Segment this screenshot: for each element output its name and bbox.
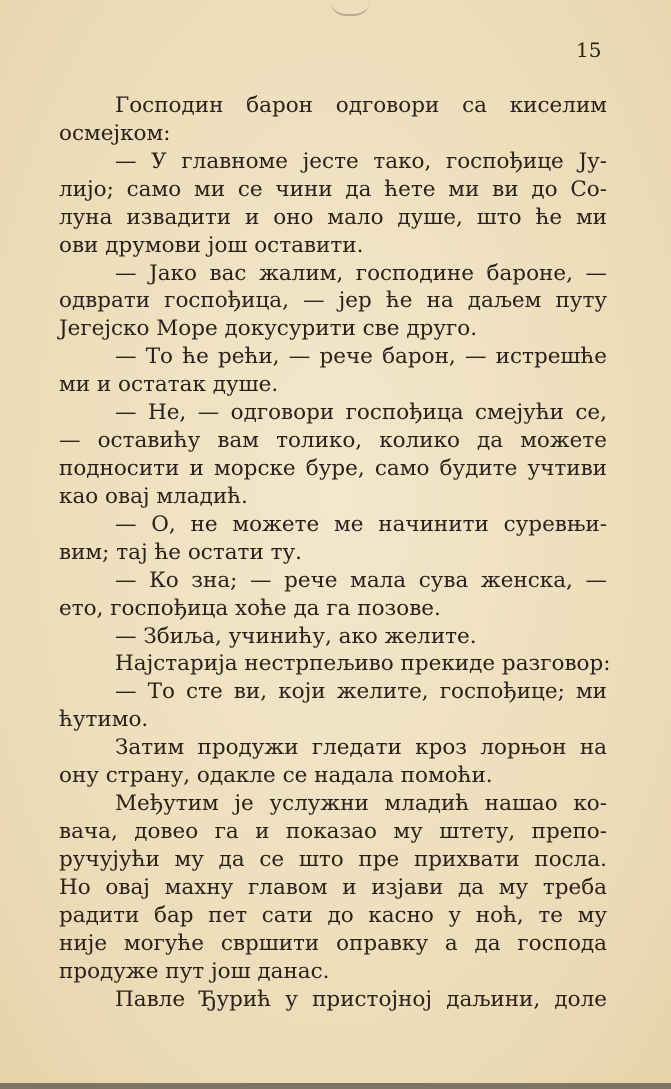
page-number: 15 — [576, 38, 602, 62]
text-line: Но овај махну главом и изјави да му треба — [59, 874, 607, 900]
text-line: ћутимо. — [59, 707, 149, 733]
text-line: ето, госпођица хоће да га позове. — [59, 595, 441, 621]
text-line: — У главноме јесте тако, госпођице Ју- — [115, 148, 607, 174]
body-text — [59, 92, 611, 1013]
text-line: није могуће свршити оправку а да господа — [59, 930, 607, 956]
text-line: Господин барон одговори са киселим — [115, 93, 607, 118]
text-line: ми и остатак душе. — [59, 372, 279, 398]
text-line: радити бар пет сати до касно у ноћ, те му — [59, 902, 607, 928]
text-line: — То сте ви, који желите, госпођице; ми — [115, 679, 607, 705]
ink-smudge — [330, 0, 370, 16]
text-line: — Збиља, учинићу, ако желите. — [115, 623, 477, 649]
text-line: одврати госпођица, — јер ће на даљем путу — [59, 288, 607, 314]
text-line: — оставићу вам толико, колико да можете — [59, 428, 607, 454]
text-line: лијо; само ми се чини да ћете ми ви до Со- — [59, 176, 607, 202]
text-line: продуже пут још данас. — [59, 958, 330, 984]
text-line: — Ко зна; — рече мала сува женска, — — [115, 567, 607, 593]
text-line: вача, довео га и показао му штету, препо- — [59, 818, 607, 844]
text-line: вим; тај ће остати ту. — [59, 539, 302, 565]
text-line: ови друмови још оставити. — [59, 232, 364, 258]
text-line: подносити и морске буре, само будите учтиви — [59, 455, 607, 481]
text-line: Јегејско Море докусурити све друго. — [59, 316, 478, 342]
scan-bottom-edge — [0, 1083, 671, 1089]
text-line: Павле Ђурић у пристојној даљини, доле — [115, 986, 607, 1012]
text-line: Међутим је услужни младић нашао ко- — [115, 791, 607, 817]
text-line: — Јако вас жалим, господине бароне, — — [115, 260, 607, 286]
text-line: луна извадити и оно мало душе, што ће ми — [59, 204, 607, 230]
text-line: ручујући му да се што пре прихвати посла. — [59, 846, 607, 872]
text-line: — О, не можете ме начинити суревњи- — [115, 511, 607, 537]
text-line: ону страну, одакле се надала помоћи. — [59, 763, 493, 789]
text-line: као овај младић. — [59, 483, 248, 509]
text-line: — То ће рећи, — рече барон, — истрешће — [115, 344, 607, 370]
text-line: Затим продужи гледати кроз лорњон на — [115, 735, 607, 761]
text-line: — Не, — одговори госпођица смејући се, — [115, 400, 607, 426]
text-line: осмејком: — [59, 120, 171, 146]
text-line: Најстарија нестрпељиво прекиде разговор: — [115, 651, 611, 677]
